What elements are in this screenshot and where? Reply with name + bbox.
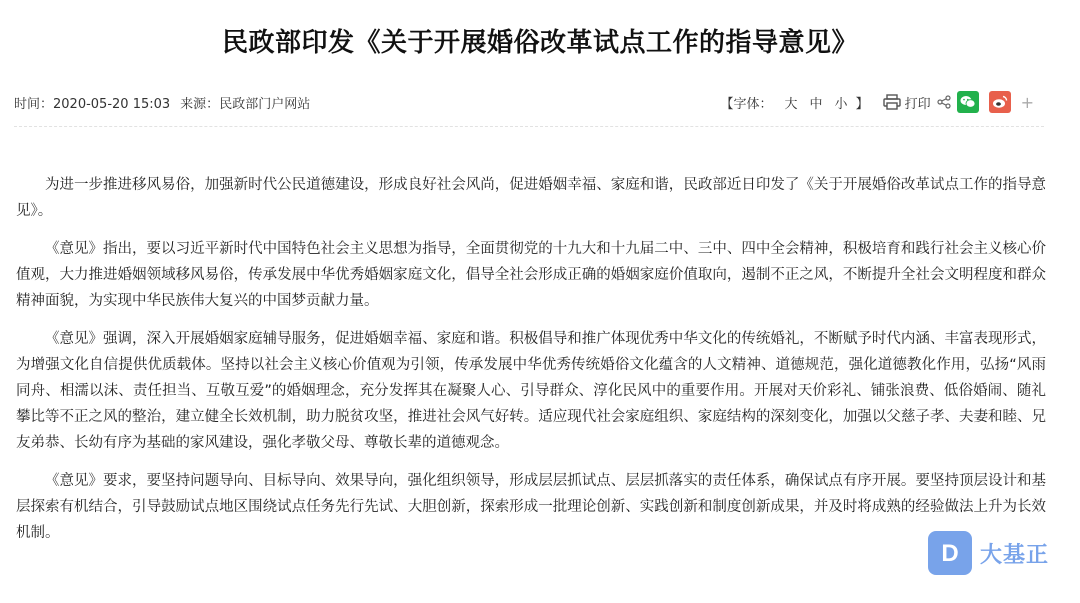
page-title: 民政部印发《关于开展婚俗改革试点工作的指导意见》 xyxy=(221,28,858,58)
time-value: 2020-05-20 15:03 xyxy=(53,97,171,112)
share-icon[interactable] xyxy=(937,95,951,109)
font-size-close-bracket: 】 xyxy=(855,96,869,112)
paragraph: 《意见》强调，深入开展婚姻家庭辅导服务，促进婚姻幸福、家庭和谐。积极倡导和推广体现优秀中华文化的传统婚礼，不断赋予时代内涵、丰富表现形式，为增强文化自信提供优质载体。坚持以社会主义核心价值观为引领，传承发展中华优秀传统婚俗文化蕴含的人文精神、道德规范，强化道德教化作用，弘扬“风雨同舟、相濡以沫、责任担当、互敬互爱”的婚姻理念，充分发挥其在凝聚人心、引导群众、淳化民风中的重要作用。开展对天价彩礼、铺张浪费、低俗婚闹、随礼攀比等不正之风的整治，建立健全长效机制，助力脱贫攻坚，推进社会风气好转。适应现代社会家庭组织、家庭结构的深刻变化，加强以父慈子孝、夫妻和睦、兄友弟恭、长幼有序为基础的家风建设，强化孝敬父母、尊敬长辈的道德观念。 xyxy=(16,331,1046,451)
print-button[interactable] xyxy=(883,93,931,112)
weibo-eye-icon xyxy=(992,95,1008,109)
paragraph: 《意见》指出，要以习近平新时代中国特色社会主义思想为指导，全面贯彻党的十九大和十九届二中、三中、四中全会精神，积极培育和践行社会主义核心价值观，大力推进婚姻领域移风易俗，传承发展中华优秀婚姻家庭文化，倡导全社会形成正确的婚姻家庭价值取向，遏制不正之风，不断提升全社会文明程度和群众精神面貌，为实现中华民族伟大复兴的中国梦贡献力量。 xyxy=(16,241,1046,309)
printer-icon xyxy=(883,94,901,110)
paragraph: 为进一步推进移风易俗，加强新时代公民道德建设，形成良好社会风尚，促进婚姻幸福、家庭和谐，民政部近日印发了《关于开展婚俗改革试点工作的指导意见》。 xyxy=(16,177,1046,219)
font-size-label: 【字体： xyxy=(720,96,773,112)
meta-divider xyxy=(14,126,1044,127)
font-small-button[interactable]: 小 xyxy=(834,96,848,112)
more-share-plus-icon[interactable]: + xyxy=(1020,92,1034,112)
print-label: 打印 xyxy=(904,96,931,112)
source-value: 民政部门户网站 xyxy=(219,97,311,112)
wechat-share-icon[interactable] xyxy=(957,91,979,113)
watermark-logo-icon xyxy=(928,531,972,575)
watermark-text: 大基正 xyxy=(980,542,1050,568)
article-toolbar xyxy=(721,89,1035,115)
font-large-button[interactable]: 大 xyxy=(784,96,798,112)
svg-text:D: D xyxy=(941,540,959,567)
wechat-bubbles-icon xyxy=(960,95,976,109)
time-label: 时间： xyxy=(14,97,54,112)
watermark-d-icon xyxy=(935,538,965,568)
font-medium-button[interactable]: 中 xyxy=(809,96,823,112)
source-label: 来源： xyxy=(180,97,220,112)
article-body xyxy=(16,172,1046,558)
paragraph: 《意见》要求，要坚持问题导向、目标导向、效果导向，强化组织领导，形成层层抓试点、层层抓落实的责任体系，确保试点有序开展。要坚持顶层设计和基层探索有机结合，引导鼓励试点地区围绕试点任务先行先试、大胆创新，探索形成一批理论创新、实践创新和制度创新成果，并及时将成熟的经验做法上升为长效机制。 xyxy=(16,473,1046,541)
watermark xyxy=(928,528,1080,578)
article-meta xyxy=(14,93,310,112)
weibo-share-icon[interactable] xyxy=(989,91,1011,113)
